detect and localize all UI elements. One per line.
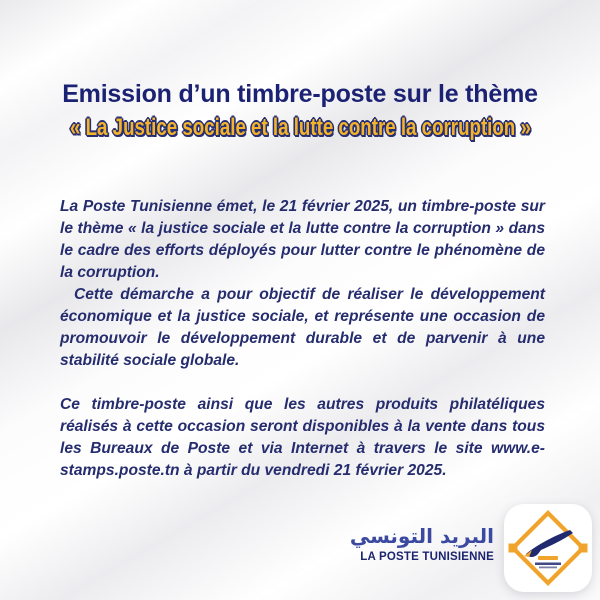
page-title: Emission d’un timbre-poste sur le thème (62, 80, 538, 108)
paragraph-objective: Cette démarche a pour objectif de réaliser le développement économique et la justice sociale, et représente une occasion de promouvoir le développement durable et de parvenir à une stabilité sociale globale. (60, 286, 545, 369)
diamond-right-square (579, 544, 588, 553)
theme-subtitle: « La Justice sociale et la lutte contre la corruption » (69, 114, 531, 141)
paragraph-availability: Ce timbre-poste ainsi que les autres produits philatéliques réalisés à cette occasion seront disponibles à la vente dans tous les Bureaux de Poste et via Internet à travers le site www.e-stamps.poste.tn à partir du vendredi 21 février 2025. (60, 396, 545, 479)
swallow-bird-icon (526, 530, 573, 557)
logo-microtext-line2 (539, 567, 557, 569)
announcement-body (60, 196, 545, 482)
la-poste-diamond-swallow-icon (504, 504, 592, 592)
brand-block (350, 504, 592, 592)
brand-name-arabic: البريد التونسي (349, 524, 494, 548)
la-poste-logo-card (504, 504, 592, 592)
logo-gold-banner (538, 556, 558, 560)
logo-microtext-line1 (535, 563, 561, 566)
diamond-left-square (509, 544, 518, 553)
theme-subtitle-wrap (0, 114, 600, 142)
paragraph-emission: La Poste Tunisienne émet, le 21 février 2025, un timbre-poste sur le thème « la justice sociale et la lutte contre la corruption » dans le cadre des efforts déployés pour lutter contre le phénomène de la corruption. (60, 198, 545, 281)
diamond-outline (513, 513, 583, 583)
brand-text (350, 523, 494, 563)
brand-name-latin: LA POSTE TUNISIENNE (360, 551, 494, 563)
